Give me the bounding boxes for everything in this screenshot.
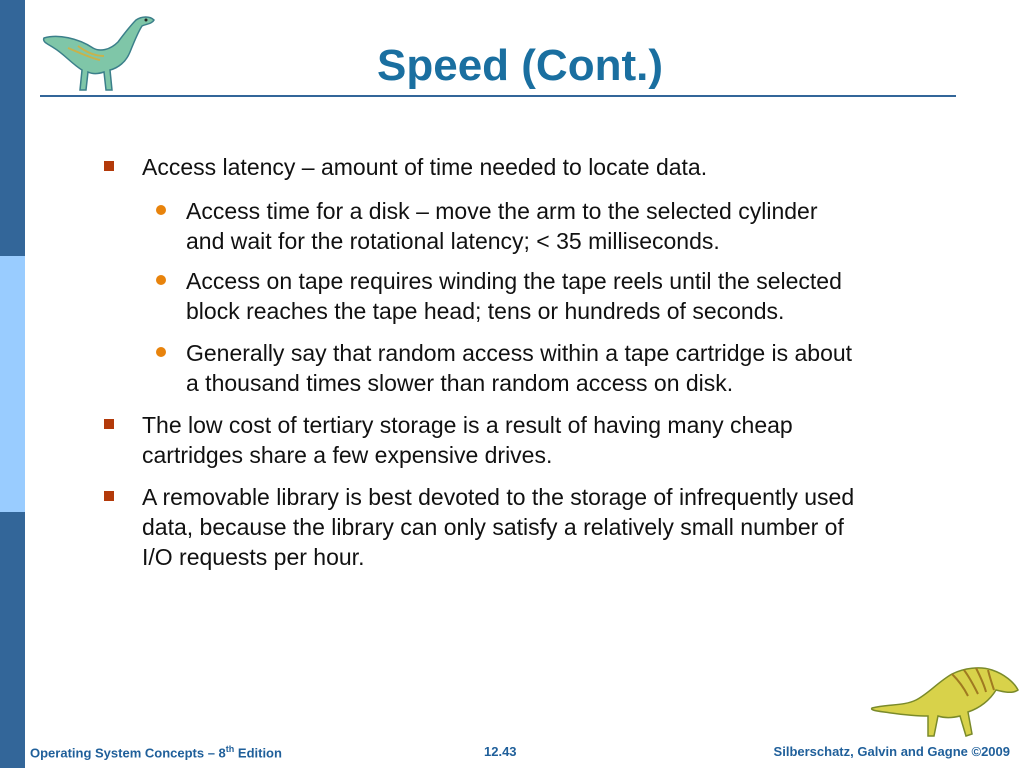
footer-course: Operating System Concepts – 8th Edition	[30, 744, 282, 761]
dinosaur-icon	[868, 660, 1020, 740]
square-bullet-icon	[104, 161, 114, 171]
list-item	[156, 196, 818, 256]
dot-bullet-icon	[156, 205, 166, 215]
dot-bullet-icon	[156, 275, 166, 285]
bullet-text: Access time for a disk – move the arm to the selected cylinder and wait for the rotational latency; < 35 milliseconds.	[186, 198, 818, 254]
list-item	[156, 338, 852, 398]
footer-authors: Silberschatz, Galvin and Gagne ©2009	[773, 744, 1010, 759]
list-item	[104, 152, 707, 182]
list-item	[156, 266, 842, 326]
list-item	[104, 410, 793, 470]
bullet-text: A removable library is best devoted to the storage of infrequently used data, because the library can only satisfy a relatively small number of I/O requests per hour.	[142, 484, 855, 570]
bullet-text: Access on tape requires winding the tape reels until the selected block reaches the tape head; tens or hundreds of seconds.	[186, 268, 842, 324]
list-item	[104, 482, 854, 572]
square-bullet-icon	[104, 491, 114, 501]
dot-bullet-icon	[156, 347, 166, 357]
square-bullet-icon	[104, 419, 114, 429]
footer-page-number: 12.43	[484, 744, 517, 759]
bullet-text: The low cost of tertiary storage is a result of having many cheap cartridges share a few expensive drives.	[142, 412, 793, 468]
bullet-text: Generally say that random access within a tape cartridge is about a thousand times slower than random access on disk.	[186, 340, 853, 396]
slide-title: Speed (Cont.)	[377, 41, 663, 90]
bullet-text: Access latency – amount of time needed to locate data.	[142, 154, 708, 180]
